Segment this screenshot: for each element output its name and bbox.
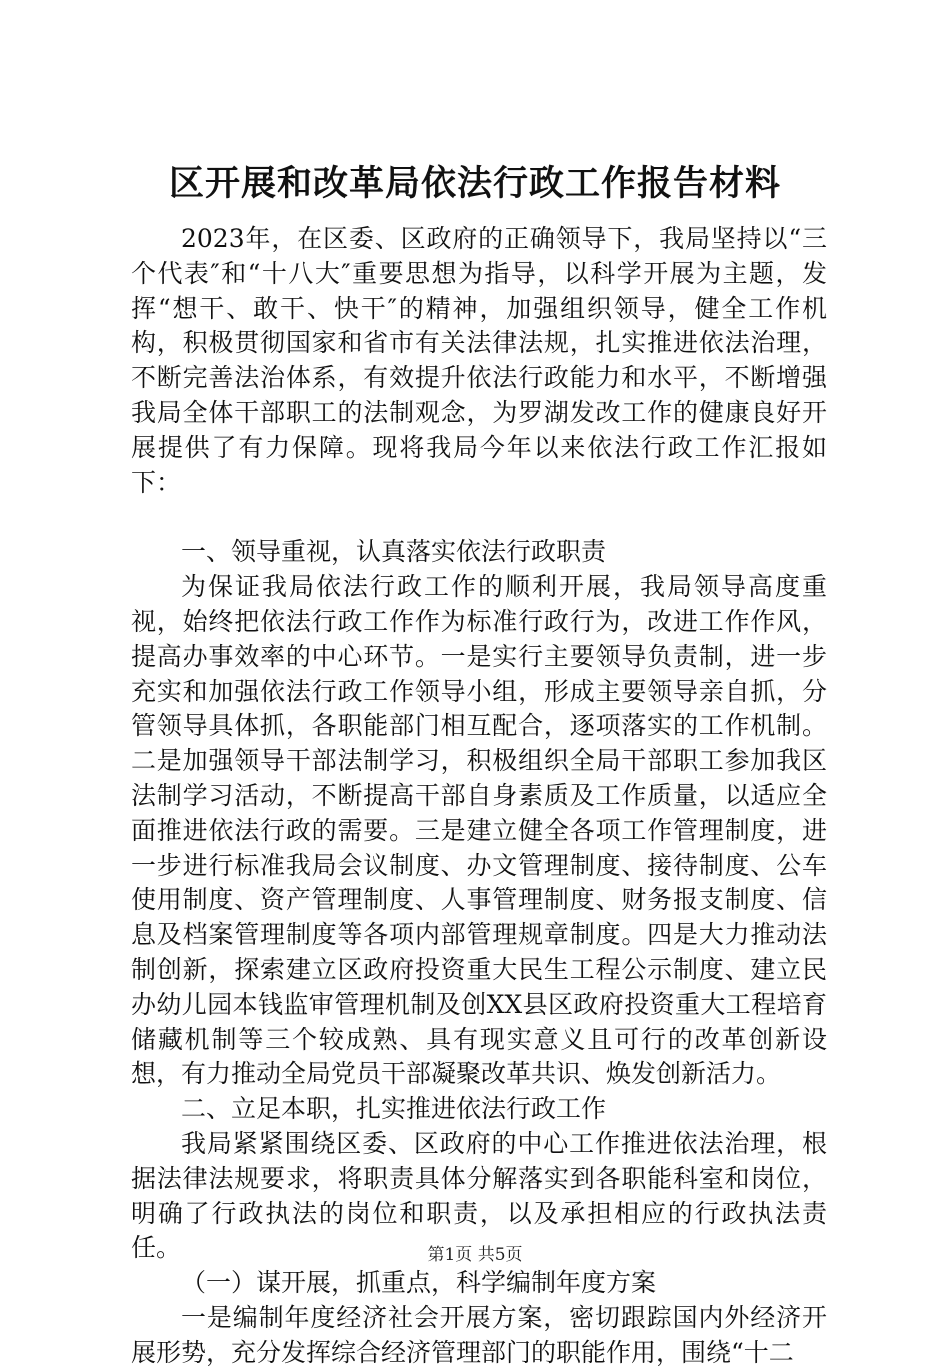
document-title: 区开展和改革局依法行政工作报告材料 [168,163,781,204]
document-body [131,222,827,1371]
subsection-heading-1: （一）谋开展，抓重点，科学编制年度方案 [181,1268,657,1298]
intro-paragraph: 2023年，在区委、区政府的正确领导下，我局坚持以“三个代表″和“十八大″重要思想为指导，以科学开展为主题，发挥“想干、敢干、快干″的精神，加强组织领导，健全工作机构，积极贯彻国家和省市有关法律法规，扎实推进依法治理，不断完善法治体系，有效提升依法行政能力和水平，不断增强我局全体干部职工的法制观念，为罗湖发改工作的健康良好开展提供了有力保障。现将我局今年以来依法行政工作汇报如下： [131,224,827,497]
paragraph-spacer [131,500,827,535]
section-2-paragraph: 我局紧紧围绕区委、区政府的中心工作推进依法治理，根据法律法规要求，将职责具体分解落实到各职能科室和岗位，明确了行政执法的岗位和职责，以及承担相应的行政执法责任。 [131,1128,827,1263]
section-heading-2: 二、立足本职，扎实推进依法行政工作 [181,1094,607,1124]
page-number: 第1页 共5页 [427,1245,523,1265]
section-1-paragraph: 为保证我局依法行政工作的顺利开展，我局领导高度重视，始终把依法行政工作作为标准行政行为，改进工作作风，提高办事效率的中心环节。一是实行主要领导负责制，进一步充实和加强依法行政工作领导小组，形成主要领导亲自抓，分管领导具体抓，各职能部门相互配合，逐项落实的工作机制。二是加强领导干部法制学习，积极组织全局干部职工参加我区法制学习活动，不断提高干部自身素质及工作质量，以适应全面推进依法行政的需要。三是建立健全各项工作管理制度，进一步进行标准我局会议制度、办文管理制度、接待制度、公车使用制度、资产管理制度、人事管理制度、财务报支制度、信息及档案管理制度等各项内部管理规章制度。四是大力推动法制创新，探索建立区政府投资重大民生工程公示制度、建立民办幼儿园本钱监审管理机制及创XX县区政府投资重大工程培育储藏机制等三个较成熟、具有现实意义且可行的改革创新设想，有力推动全局党员干部凝聚改革共识、焕发创新活力。 [131,572,827,1089]
subsection-1-paragraph: 一是编制年度经济社会开展方案，密切跟踪国内外经济开展形势，充分发挥综合经济管理部门的职能作用，围绕“十二 [131,1302,827,1367]
section-heading-1: 一、领导重视，认真落实依法行政职责 [181,537,607,567]
